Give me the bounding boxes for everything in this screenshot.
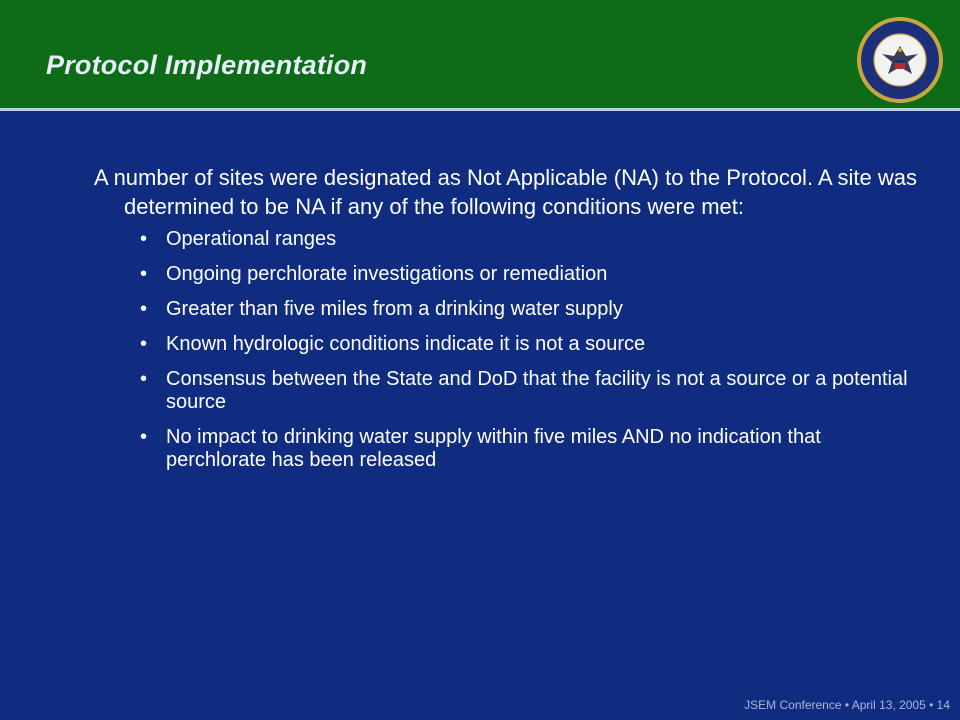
slide-footer: JSEM Conference • April 13, 2005 • 14 [744, 698, 950, 712]
list-item [94, 298, 924, 321]
list-item-text: Ongoing perchlorate investigations or remediation [166, 263, 608, 285]
dod-seal-icon [856, 16, 944, 104]
list-item [94, 333, 924, 356]
bullet-icon: • [140, 228, 148, 250]
list-item [94, 426, 924, 472]
list-item-text: Operational ranges [166, 228, 337, 250]
slide-title: Protocol Implementation [46, 50, 368, 80]
slide-body [94, 163, 924, 484]
list-item-text: Consensus between the State and DoD that the facility is not a source or a potential source [166, 368, 908, 413]
list-item-text: Greater than five miles from a drinking water supply [166, 298, 623, 320]
list-item [94, 368, 924, 414]
title-bar [0, 0, 960, 108]
conditions-list [94, 228, 924, 472]
list-item-text: Known hydrologic conditions indicate it is not a source [166, 333, 646, 355]
header-divider [0, 108, 960, 111]
list-item [94, 263, 924, 286]
list-item-text: No impact to drinking water supply within five miles AND no indication that perchlorate has been released [166, 426, 821, 471]
bullet-icon: • [140, 298, 148, 320]
bullet-icon: • [140, 368, 148, 390]
bullet-icon: • [140, 263, 148, 285]
bullet-icon: • [140, 426, 148, 448]
intro-paragraph: A number of sites were designated as Not Applicable (NA) to the Protocol. A site was determined to be NA if any of the following conditions were met: [94, 165, 917, 219]
list-item [94, 228, 924, 251]
bullet-icon: • [140, 333, 148, 355]
